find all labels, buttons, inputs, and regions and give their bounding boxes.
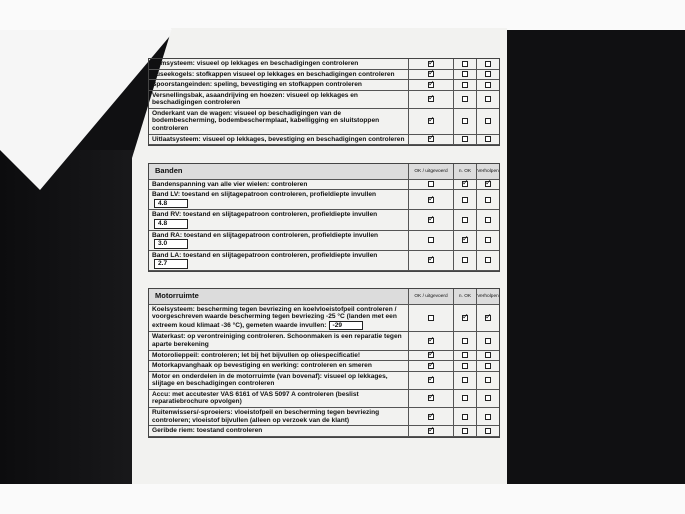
section-motorruimte — [148, 288, 500, 438]
empty-checkbox[interactable] — [485, 118, 491, 124]
checked-checkbox[interactable] — [428, 96, 434, 102]
checked-checkbox[interactable] — [428, 338, 434, 344]
checklist-row — [149, 408, 499, 426]
checkbox-cell — [453, 390, 476, 407]
section-top — [148, 58, 500, 146]
checked-checkbox[interactable] — [485, 181, 491, 187]
checkbox-cell — [408, 372, 453, 389]
row-label-text: Remsysteem: visueel op lekkages en beschadigingen controleren — [152, 60, 359, 67]
row-label — [149, 332, 408, 349]
checkbox-cell — [408, 91, 453, 108]
empty-checkbox[interactable] — [462, 257, 468, 263]
row-label-text: Motorolieppeil: controleren; let bij het bijvullen op oliespecificatie! — [152, 351, 361, 359]
checklist-row — [149, 372, 499, 390]
checklist-row — [149, 426, 499, 437]
empty-checkbox[interactable] — [462, 363, 468, 369]
checklist-row — [149, 251, 499, 271]
empty-checkbox[interactable] — [462, 377, 468, 383]
checkbox-cell — [408, 59, 453, 69]
checkbox-cell — [408, 390, 453, 407]
row-label-text: Ruitenwissers/-sproeiers: vloeistofpeil en bescherming tegen bevriezing controleren; vloeistof bijvullen (alleen op verzoek van de klant) — [152, 408, 380, 424]
empty-checkbox[interactable] — [462, 61, 468, 67]
checked-checkbox[interactable] — [428, 61, 434, 67]
checkbox-cell — [476, 70, 499, 80]
checklist-row — [149, 80, 499, 91]
row-label — [149, 361, 408, 371]
checkbox-cell — [476, 390, 499, 407]
measured-value-field[interactable]: 2.7 — [154, 259, 188, 269]
column-header: OK / uitgevoerd — [408, 289, 453, 304]
row-label — [149, 372, 408, 389]
row-label — [149, 251, 408, 270]
checklist-row — [149, 351, 499, 362]
checkbox-cell — [408, 80, 453, 90]
checkbox-cell — [453, 190, 476, 209]
empty-checkbox[interactable] — [485, 257, 491, 263]
checkbox-cell — [476, 109, 499, 134]
checkbox-cell — [453, 210, 476, 229]
empty-checkbox[interactable] — [485, 71, 491, 77]
checkbox-cell — [408, 135, 453, 145]
empty-checkbox[interactable] — [462, 96, 468, 102]
checkbox-cell — [408, 361, 453, 371]
row-label-text: Spoorstangeinden: speling, bevestiging en stofkappen controleren — [152, 81, 362, 89]
row-label-text: Band LA: toestand en slijtagepatroon controleren, profieldiepte invullen — [152, 251, 378, 259]
checkbox-cell — [453, 408, 476, 425]
checkbox-cell — [408, 180, 453, 190]
checked-checkbox[interactable] — [428, 377, 434, 383]
checkbox-cell — [453, 135, 476, 145]
checkbox-cell — [453, 361, 476, 371]
checkbox-cell — [476, 251, 499, 270]
top-border — [0, 0, 685, 30]
checkbox-cell — [476, 351, 499, 361]
empty-checkbox[interactable] — [485, 363, 491, 369]
checkbox-cell — [453, 372, 476, 389]
row-label — [149, 180, 408, 190]
checked-checkbox[interactable] — [428, 395, 434, 401]
row-label — [149, 408, 408, 425]
checkbox-cell — [453, 251, 476, 270]
section-header — [149, 289, 499, 305]
empty-checkbox[interactable] — [462, 395, 468, 401]
checklist-row — [149, 390, 499, 408]
row-label-text: Waterkast: op verontreiniging controleren. Schoonmaken is een reparatie tegen aparte berekening — [152, 333, 402, 348]
row-label-text: Band RV: toestand en slijtagepatroon controleren, profieldiepte invullen — [152, 211, 378, 219]
empty-checkbox[interactable] — [462, 118, 468, 124]
checklist-row — [149, 59, 499, 70]
empty-checkbox[interactable] — [485, 428, 491, 434]
checkbox-cell — [453, 109, 476, 134]
checklist-row — [149, 361, 499, 372]
row-label-text: Band LV: toestand en slijtagepatroon controleren, profieldiepte invullen — [152, 191, 377, 199]
section-header — [149, 164, 499, 180]
row-label-text: Onderkant van de wagen: visueel op beschadigingen van de bodembescherming, bodembeschermplaat, kabelligging en sluitstoppen controleren — [152, 109, 380, 133]
empty-checkbox[interactable] — [485, 82, 491, 88]
checkbox-cell — [476, 210, 499, 229]
checklist-row — [149, 91, 499, 109]
row-label — [149, 109, 408, 134]
checked-checkbox[interactable] — [428, 363, 434, 369]
empty-checkbox[interactable] — [485, 136, 491, 142]
checkbox-cell — [453, 91, 476, 108]
column-header: OK / uitgevoerd — [408, 164, 453, 179]
checklist-row — [149, 109, 499, 135]
row-label-text: Uitlaatsysteem: visueel op lekkages, bevestiging en beschadigingen controleren — [152, 135, 405, 143]
checkbox-cell — [408, 351, 453, 361]
checked-checkbox[interactable] — [428, 82, 434, 88]
empty-checkbox[interactable] — [462, 136, 468, 142]
checkbox-cell — [476, 135, 499, 145]
checked-checkbox[interactable] — [428, 118, 434, 124]
row-label-text: Koelsysteem: bescherming tegen bevriezing en koelvloeistofpeil controleren / voorgeschreven waarde bescherming tegen bevriezing -25 °C (landen met een extreem koud klimaat -36 °C), gemeten waarde invullen: — [152, 305, 397, 329]
checkbox-cell — [453, 80, 476, 90]
checkbox-cell — [476, 231, 499, 250]
column-header: Verholpen — [476, 289, 499, 304]
column-header: Verholpen — [476, 164, 499, 179]
row-label-text: Motor en onderdelen in de motorruimte (van bovenaf): visueel op lekkages, slijtage en beschadigingen controleren — [152, 372, 388, 388]
row-label — [149, 305, 408, 332]
empty-checkbox[interactable] — [462, 352, 468, 358]
section-title: Banden — [155, 166, 183, 175]
empty-checkbox[interactable] — [462, 428, 468, 434]
row-label — [149, 59, 408, 69]
row-label — [149, 210, 408, 229]
row-label-text: Bandenspanning van alle vier wielen: controleren — [152, 180, 308, 188]
row-label — [149, 190, 408, 209]
checked-checkbox[interactable] — [428, 352, 434, 358]
empty-checkbox[interactable] — [462, 197, 468, 203]
empty-checkbox[interactable] — [462, 217, 468, 223]
checkbox-cell — [476, 361, 499, 371]
checked-checkbox[interactable] — [428, 428, 434, 434]
checkbox-cell — [408, 305, 453, 332]
checkbox-cell — [408, 251, 453, 270]
empty-checkbox[interactable] — [428, 181, 434, 187]
checkbox-cell — [408, 231, 453, 250]
checklist-row — [149, 305, 499, 333]
checked-checkbox[interactable] — [428, 197, 434, 203]
checked-checkbox[interactable] — [428, 136, 434, 142]
empty-checkbox[interactable] — [485, 96, 491, 102]
dark-background-left — [0, 150, 150, 484]
checkbox-cell — [476, 190, 499, 209]
empty-checkbox[interactable] — [485, 338, 491, 344]
section-title: Motorruimte — [155, 291, 199, 300]
row-label-text: Geribde riem: toestand controleren — [152, 427, 263, 435]
empty-checkbox[interactable] — [485, 61, 491, 67]
checked-checkbox[interactable] — [462, 237, 468, 243]
empty-checkbox[interactable] — [485, 395, 491, 401]
row-label-text: Motorkapvanghaak op bevestiging en werking: controleren en smeren — [152, 362, 372, 370]
checked-checkbox[interactable] — [462, 315, 468, 321]
checkbox-cell — [476, 180, 499, 190]
column-header: n. OK — [453, 164, 476, 179]
checkbox-cell — [408, 190, 453, 209]
empty-checkbox[interactable] — [462, 338, 468, 344]
checkbox-cell — [408, 109, 453, 134]
empty-checkbox[interactable] — [485, 352, 491, 358]
checkbox-cell — [476, 91, 499, 108]
checked-checkbox[interactable] — [428, 257, 434, 263]
row-label — [149, 80, 408, 90]
checklist-row — [149, 135, 499, 146]
checkbox-cell — [476, 59, 499, 69]
checklist-row — [149, 190, 499, 210]
measured-value-field[interactable]: -29 — [329, 321, 363, 331]
row-label — [149, 135, 408, 145]
checkbox-cell — [453, 426, 476, 436]
checkbox-cell — [476, 408, 499, 425]
row-label — [149, 231, 408, 250]
checklist-row — [149, 180, 499, 191]
checked-checkbox[interactable] — [462, 181, 468, 187]
empty-checkbox[interactable] — [485, 237, 491, 243]
checked-checkbox[interactable] — [485, 315, 491, 321]
empty-checkbox[interactable] — [485, 197, 491, 203]
row-label — [149, 426, 408, 436]
checkbox-cell — [408, 70, 453, 80]
checked-checkbox[interactable] — [428, 71, 434, 77]
checklist-row — [149, 231, 499, 251]
checkbox-cell — [453, 180, 476, 190]
empty-checkbox[interactable] — [428, 237, 434, 243]
column-header: n. OK — [453, 289, 476, 304]
row-label-text: Band RA: toestand en slijtagepatroon controleren, profieldiepte invullen — [152, 231, 379, 239]
checklist-row — [149, 210, 499, 230]
checkbox-cell — [453, 231, 476, 250]
row-label — [149, 91, 408, 108]
empty-checkbox[interactable] — [462, 414, 468, 420]
measured-value-field[interactable]: 3.0 — [154, 239, 188, 249]
empty-checkbox[interactable] — [428, 315, 434, 321]
checkbox-cell — [408, 210, 453, 229]
checklist-row — [149, 332, 499, 350]
checkbox-cell — [476, 372, 499, 389]
row-label — [149, 351, 408, 361]
checkbox-cell — [453, 70, 476, 80]
checkbox-cell — [453, 332, 476, 349]
checkbox-cell — [408, 426, 453, 436]
row-label — [149, 390, 408, 407]
measured-value-field[interactable]: 4.8 — [154, 219, 188, 229]
row-label — [149, 70, 408, 80]
checked-checkbox[interactable] — [428, 414, 434, 420]
empty-checkbox[interactable] — [462, 71, 468, 77]
row-label-text: Fuseekogels: stofkappen visueel op lekkages en beschadigingen controleren — [152, 70, 395, 78]
checkbox-cell — [476, 80, 499, 90]
empty-checkbox[interactable] — [485, 377, 491, 383]
checkbox-cell — [453, 59, 476, 69]
measured-value-field[interactable]: 4.8 — [154, 199, 188, 209]
checkbox-cell — [453, 351, 476, 361]
empty-checkbox[interactable] — [462, 82, 468, 88]
checklist-row — [149, 70, 499, 81]
row-label-text: Accu: met accutester VAS 6161 of VAS 5097 A controleren (beslist reparatiebrochure opvolgen) — [152, 390, 359, 406]
checkbox-cell — [476, 332, 499, 349]
empty-checkbox[interactable] — [485, 414, 491, 420]
empty-checkbox[interactable] — [485, 217, 491, 223]
checked-checkbox[interactable] — [428, 217, 434, 223]
checkbox-cell — [453, 305, 476, 332]
checkbox-cell — [408, 408, 453, 425]
checkbox-cell — [408, 332, 453, 349]
section-banden — [148, 163, 500, 272]
bottom-border — [0, 484, 685, 514]
checkbox-cell — [476, 426, 499, 436]
row-label-text: Versnellingsbak, asaandrijving en hoezen: visueel op lekkages en beschadigingen controleren — [152, 91, 358, 107]
checkbox-cell — [476, 305, 499, 332]
